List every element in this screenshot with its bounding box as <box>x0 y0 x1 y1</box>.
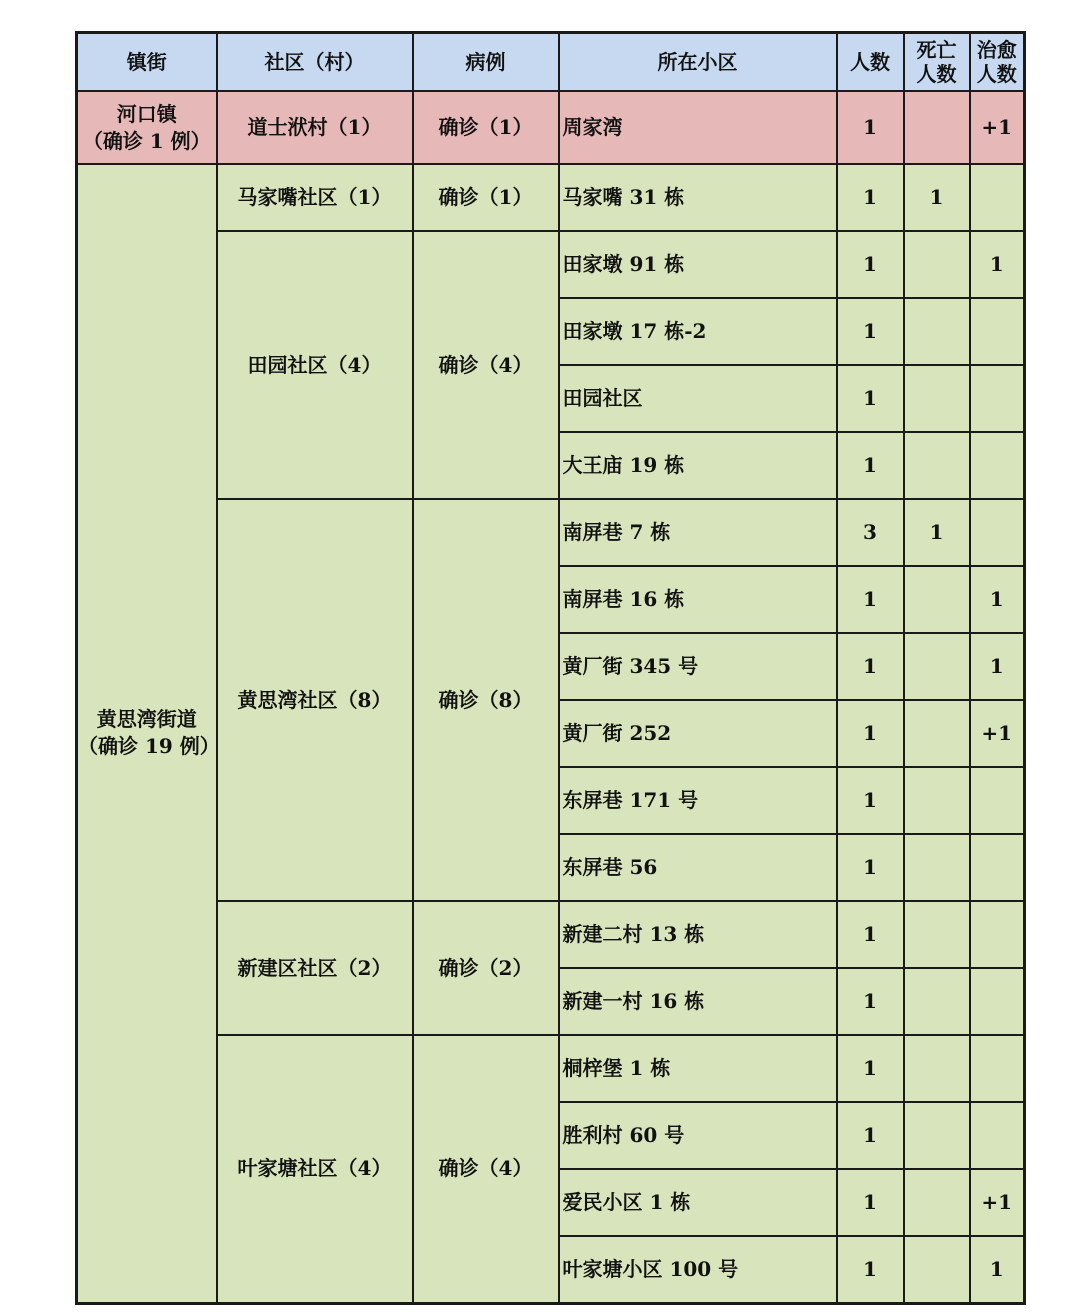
death-cell: 1 <box>904 164 970 231</box>
death-cell <box>904 566 970 633</box>
death-cell <box>904 1169 970 1236</box>
location-cell: 新建二村 13 栋 <box>559 901 837 968</box>
header-cases: 病例 <box>413 33 559 92</box>
location-cell: 田家墩 17 栋-2 <box>559 298 837 365</box>
count-cell: 1 <box>837 700 904 767</box>
cured-cell <box>970 432 1025 499</box>
location-cell: 田家墩 91 栋 <box>559 231 837 298</box>
cured-cell <box>970 164 1025 231</box>
cured-cell <box>970 365 1025 432</box>
header-cured-line1: 治愈 <box>976 38 1017 62</box>
count-cell: 1 <box>837 1102 904 1169</box>
count-cell: 1 <box>837 566 904 633</box>
count-cell: 1 <box>837 164 904 231</box>
cured-cell: +1 <box>970 700 1025 767</box>
location-cell: 黄厂街 252 <box>559 700 837 767</box>
town-name: 河口镇 <box>116 101 177 126</box>
cured-cell <box>970 1102 1025 1169</box>
death-cell <box>904 1102 970 1169</box>
location-cell: 爱民小区 1 栋 <box>559 1169 837 1236</box>
count-cell: 1 <box>837 91 904 164</box>
header-count: 人数 <box>837 33 904 92</box>
cases-cell: 确诊（1） <box>413 91 559 164</box>
town-name: 黄思湾街道 <box>96 707 197 732</box>
location-cell: 南屏巷 16 栋 <box>559 566 837 633</box>
location-cell: 东屏巷 171 号 <box>559 767 837 834</box>
count-cell: 1 <box>837 834 904 901</box>
count-cell: 1 <box>837 1035 904 1102</box>
count-cell: 1 <box>837 231 904 298</box>
death-cell <box>904 231 970 298</box>
count-cell: 1 <box>837 365 904 432</box>
header-community: 社区（村） <box>217 33 413 92</box>
table-row <box>77 164 1025 231</box>
case-table <box>75 31 1026 1305</box>
cured-cell <box>970 298 1025 365</box>
count-cell: 1 <box>837 1169 904 1236</box>
cases-cell: 确诊（1） <box>413 164 559 231</box>
death-cell <box>904 633 970 700</box>
header-town: 镇街 <box>77 33 217 92</box>
town-total: （确诊 1 例） <box>82 128 211 153</box>
community-cell: 田园社区（4） <box>217 231 413 499</box>
header-location: 所在小区 <box>559 33 837 92</box>
death-cell <box>904 767 970 834</box>
cured-cell <box>970 834 1025 901</box>
location-cell: 南屏巷 7 栋 <box>559 499 837 566</box>
community-cell: 道士洑村（1） <box>217 91 413 164</box>
count-cell: 1 <box>837 968 904 1035</box>
community-cell: 叶家塘社区（4） <box>217 1035 413 1303</box>
table-row <box>77 901 1025 968</box>
count-cell: 1 <box>837 767 904 834</box>
location-cell: 周家湾 <box>559 91 837 164</box>
cured-cell: 1 <box>970 1236 1025 1303</box>
location-cell: 马家嘴 31 栋 <box>559 164 837 231</box>
cured-cell <box>970 901 1025 968</box>
count-cell: 1 <box>837 901 904 968</box>
header-death-line2: 人数 <box>916 62 957 86</box>
header-row <box>77 33 1025 92</box>
location-cell: 叶家塘小区 100 号 <box>559 1236 837 1303</box>
cured-cell <box>970 1035 1025 1102</box>
cured-cell: +1 <box>970 91 1025 164</box>
death-cell <box>904 298 970 365</box>
count-cell: 1 <box>837 1236 904 1303</box>
town-total: （确诊 19 例） <box>78 734 220 759</box>
cured-cell <box>970 767 1025 834</box>
death-cell <box>904 834 970 901</box>
death-cell <box>904 1236 970 1303</box>
death-cell <box>904 901 970 968</box>
cases-cell: 确诊（4） <box>413 1035 559 1303</box>
death-cell: 1 <box>904 499 970 566</box>
table-row <box>77 91 1025 164</box>
cured-cell: 1 <box>970 566 1025 633</box>
community-cell: 新建区社区（2） <box>217 901 413 1035</box>
community-cell: 黄思湾社区（8） <box>217 499 413 901</box>
table-row <box>77 499 1025 566</box>
header-cured <box>970 33 1025 92</box>
location-cell: 东屏巷 56 <box>559 834 837 901</box>
location-cell: 胜利村 60 号 <box>559 1102 837 1169</box>
cases-cell: 确诊（8） <box>413 499 559 901</box>
cases-cell: 确诊（2） <box>413 901 559 1035</box>
death-cell <box>904 365 970 432</box>
header-death-line1: 死亡 <box>916 38 957 62</box>
cured-cell: 1 <box>970 231 1025 298</box>
header-cured-line2: 人数 <box>976 62 1017 86</box>
death-cell <box>904 968 970 1035</box>
count-cell: 1 <box>837 432 904 499</box>
count-cell: 1 <box>837 298 904 365</box>
location-cell: 桐梓堡 1 栋 <box>559 1035 837 1102</box>
death-cell <box>904 432 970 499</box>
community-cell: 马家嘴社区（1） <box>217 164 413 231</box>
count-cell: 1 <box>837 633 904 700</box>
cured-cell: 1 <box>970 633 1025 700</box>
town-cell <box>77 164 220 1303</box>
location-cell: 新建一村 16 栋 <box>559 968 837 1035</box>
town-cell <box>77 91 217 164</box>
location-cell: 黄厂街 345 号 <box>559 633 837 700</box>
cured-cell <box>970 499 1025 566</box>
cured-cell <box>970 968 1025 1035</box>
death-cell <box>904 1035 970 1102</box>
header-death <box>904 33 970 92</box>
death-cell <box>904 700 970 767</box>
cases-cell: 确诊（4） <box>413 231 559 499</box>
table-row <box>77 231 1025 298</box>
cured-cell: +1 <box>970 1169 1025 1236</box>
count-cell: 3 <box>837 499 904 566</box>
location-cell: 田园社区 <box>559 365 837 432</box>
location-cell: 大王庙 19 栋 <box>559 432 837 499</box>
table-row <box>77 1035 1025 1102</box>
death-cell <box>904 91 970 164</box>
